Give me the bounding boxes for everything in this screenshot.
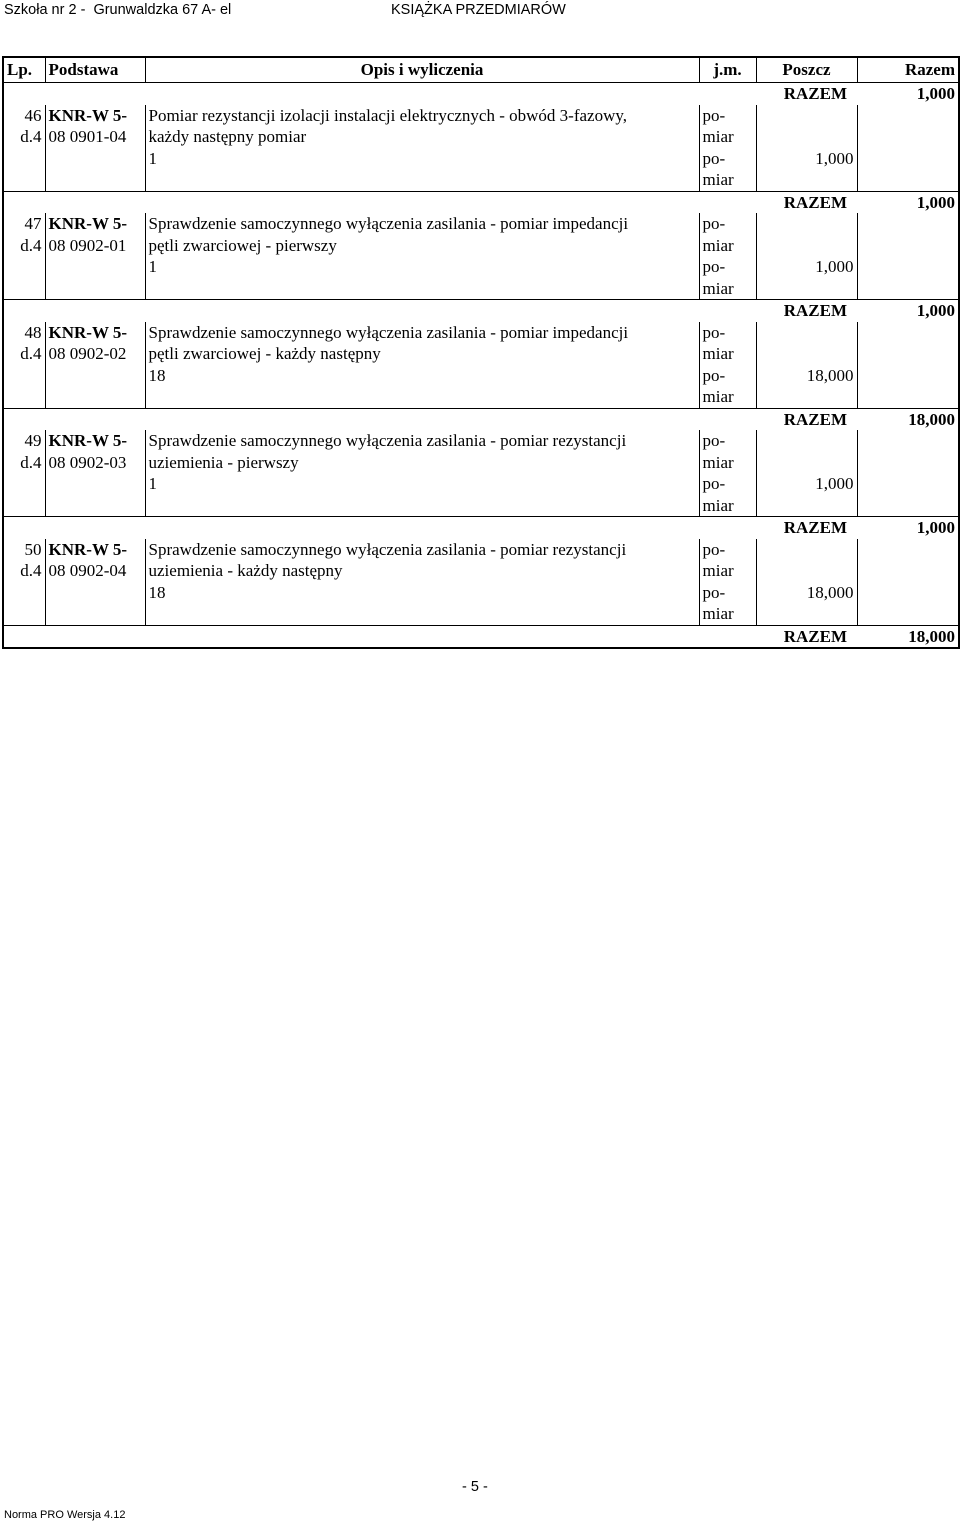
col-header-poszcz: Poszcz (756, 57, 857, 83)
col-header-opis: Opis i wyliczenia (145, 57, 699, 83)
razem-value: 1,000 (857, 300, 959, 322)
col-header-razem: Razem (857, 57, 959, 83)
item-number-sub: d.4 (20, 235, 42, 255)
item-poszcz: 1,000 (815, 474, 854, 493)
item-number-sub: d.4 (20, 452, 42, 472)
table-row (3, 322, 959, 409)
item-unit-2: po- (702, 582, 726, 602)
item-unit-2: po- (702, 474, 726, 493)
item-unit-2: po- (702, 148, 726, 168)
razem-label: RAZEM (756, 517, 857, 539)
item-unit-2-cont: miar (702, 387, 734, 406)
razem-row (3, 191, 959, 213)
item-description-cont: uziemienia - pierwszy (148, 452, 299, 472)
razem-row (3, 517, 959, 539)
item-quantity-formula: 18 (148, 365, 166, 385)
item-unit-2-cont: miar (702, 278, 734, 298)
razem-label: RAZEM (783, 84, 847, 103)
col-header-lp: Lp. (3, 57, 45, 83)
item-unit: po- (702, 431, 726, 450)
item-unit: po- (702, 539, 726, 559)
item-description-cont: każdy następny pomiar (148, 127, 307, 146)
item-quantity-formula: 1 (148, 474, 157, 493)
item-unit-cont: miar (702, 235, 734, 255)
item-unit-cont: miar (702, 344, 734, 363)
item-description: Sprawdzenie samoczynnego wyłączenia zasilania - pomiar rezystancji (148, 539, 627, 559)
table-row (3, 430, 959, 517)
razem-value: 1,000 (857, 517, 959, 539)
item-poszcz: 18,000 (806, 365, 854, 385)
item-poszcz: 1,000 (815, 148, 854, 168)
table-row (3, 105, 959, 192)
software-version: Norma PRO Wersja 4.12 (4, 1509, 126, 1521)
item-unit-2-cont: miar (702, 604, 734, 623)
item-number: 50 (24, 539, 42, 559)
item-number: 47 (24, 214, 42, 233)
page-number: - 5 - (462, 1479, 488, 1495)
item-description-cont: uziemienia - każdy następny (148, 561, 343, 580)
col-header-jm: j.m. (699, 57, 756, 83)
item-podstawa: KNR-W 5- (48, 539, 128, 559)
item-podstawa-code: 08 0902-02 (48, 344, 127, 363)
razem-value: 18,000 (857, 625, 959, 648)
razem-value: 1,000 (857, 191, 959, 213)
table-row (3, 539, 959, 626)
item-number: 49 (24, 431, 42, 450)
item-number-sub: d.4 (20, 561, 42, 580)
item-podstawa: KNR-W 5- (48, 431, 128, 450)
item-description: Sprawdzenie samoczynnego wyłączenia zasilania - pomiar impedancji (148, 322, 629, 342)
razem-label: RAZEM (756, 625, 857, 648)
table-row (3, 213, 959, 300)
table-header-row (3, 57, 959, 83)
item-number-sub: d.4 (20, 127, 42, 146)
item-unit: po- (702, 322, 726, 342)
razem-label: RAZEM (756, 300, 857, 322)
item-podstawa-code: 08 0901-04 (48, 127, 127, 146)
razem-value: 18,000 (857, 408, 959, 430)
item-unit: po- (702, 105, 726, 125)
item-quantity-formula: 18 (148, 582, 166, 602)
item-podstawa-code: 08 0902-03 (48, 452, 127, 472)
item-description-cont: pętli zwarciowej - każdy następny (148, 344, 381, 363)
item-quantity-formula: 1 (148, 148, 157, 168)
item-description-cont: pętli zwarciowej - pierwszy (148, 235, 337, 255)
item-unit-cont: miar (702, 452, 734, 472)
razem-label: RAZEM (756, 191, 857, 213)
item-unit-2-cont: miar (702, 170, 734, 189)
item-podstawa: KNR-W 5- (48, 105, 128, 125)
item-unit-2: po- (702, 257, 726, 276)
document-title: Szkoła nr 2 - Grunwaldzka 67 A- el (4, 2, 232, 18)
item-podstawa-code: 08 0902-04 (48, 561, 127, 580)
razem-row (3, 300, 959, 322)
item-unit-cont: miar (702, 561, 734, 580)
item-description: Sprawdzenie samoczynnego wyłączenia zasilania - pomiar rezystancji (148, 431, 627, 450)
item-poszcz: 18,000 (806, 582, 854, 602)
item-podstawa: KNR-W 5- (48, 322, 128, 342)
item-unit-cont: miar (702, 127, 734, 146)
item-number: 48 (24, 322, 42, 342)
przedmiar-table (2, 56, 960, 649)
item-description: Pomiar rezystancji izolacji instalacji elektrycznych - obwód 3-fazowy, (148, 105, 627, 125)
item-number: 46 (24, 105, 42, 125)
razem-value: 1,000 (857, 83, 959, 105)
item-number-sub: d.4 (20, 344, 42, 363)
col-header-podstawa: Podstawa (45, 57, 145, 83)
razem-row (3, 408, 959, 430)
razem-row (3, 625, 959, 648)
item-unit: po- (702, 214, 726, 233)
item-unit-2-cont: miar (702, 495, 734, 515)
item-podstawa: KNR-W 5- (48, 214, 128, 233)
item-unit-2: po- (702, 365, 726, 385)
item-poszcz: 1,000 (815, 257, 854, 276)
item-podstawa-code: 08 0902-01 (48, 235, 127, 255)
razem-row-top (3, 83, 959, 105)
book-title: KSIĄŻKA PRZEDMIARÓW (391, 2, 566, 18)
item-quantity-formula: 1 (148, 257, 157, 276)
razem-label: RAZEM (756, 408, 857, 430)
page-header (4, 2, 956, 24)
item-description: Sprawdzenie samoczynnego wyłączenia zasilania - pomiar impedancji (148, 214, 629, 233)
